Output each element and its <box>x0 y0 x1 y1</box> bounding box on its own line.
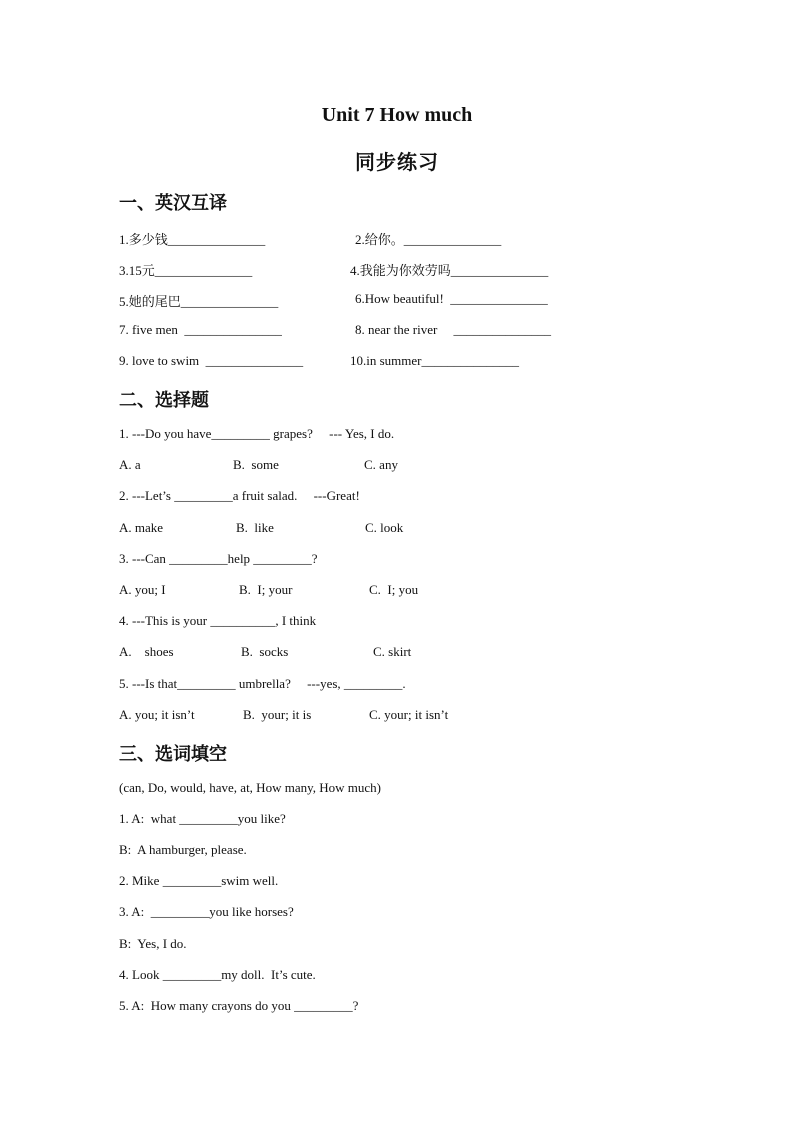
question-text: 1. ---Do you have_________ grapes? --- Yes, I do. <box>119 426 395 441</box>
fill-in-line: B: A hamburger, please. <box>119 842 247 857</box>
question-text: 2. ---Let’s _________a fruit salad. ---Great! <box>119 488 360 503</box>
section-heading-multiple-choice: 二、选择题 <box>119 390 209 411</box>
translation-item: 6.How beautiful! _______________ <box>355 291 548 306</box>
option-a: A. you; it isn’t <box>119 707 195 722</box>
fill-in-line: 4. Look _________my doll. It’s cute. <box>119 967 316 982</box>
question-text: 3. ---Can _________help _________? <box>119 551 318 566</box>
question-text: 5. ---Is that_________ umbrella? ---yes, _________. <box>119 676 406 691</box>
word-bank: (can, Do, would, have, at, How many, How much) <box>119 780 381 795</box>
option-b: B. some <box>233 457 279 472</box>
translation-item: 1.多少钱_______________ <box>119 232 266 247</box>
translation-item: 10.in summer_______________ <box>350 353 519 368</box>
option-c: C. your; it isn’t <box>369 707 449 722</box>
option-a: A. you; I <box>119 582 166 597</box>
page-title: Unit 7 How much <box>321 104 473 126</box>
fill-in-line: 5. A: How many crayons do you _________? <box>119 998 359 1013</box>
translation-item: 8. near the river _______________ <box>355 322 552 337</box>
fill-in-line: 2. Mike _________swim well. <box>119 873 279 888</box>
option-b: B. your; it is <box>243 707 312 722</box>
option-b: B. like <box>236 520 274 535</box>
translation-item: 5.她的尾巴_______________ <box>119 294 279 309</box>
translation-item: 2.给你。_______________ <box>355 232 502 247</box>
option-a: A. make <box>119 520 164 535</box>
option-a: A. a <box>119 457 141 472</box>
section-heading-translation: 一、英汉互译 <box>119 193 227 214</box>
section-heading-fill-in: 三、选词填空 <box>119 744 227 765</box>
option-c: C. any <box>364 457 398 472</box>
option-c: C. look <box>365 520 404 535</box>
option-b: B. I; your <box>239 582 293 597</box>
option-c: C. skirt <box>373 644 412 659</box>
page-subtitle: 同步练习 <box>355 150 439 174</box>
translation-item: 3.15元_______________ <box>119 263 253 278</box>
translation-item: 7. five men _______________ <box>119 322 282 337</box>
translation-item: 4.我能为你效劳吗_______________ <box>350 263 549 278</box>
fill-in-line: 1. A: what _________you like? <box>119 811 286 826</box>
option-a: A. shoes <box>119 644 174 659</box>
question-text: 4. ---This is your __________, I think <box>119 613 317 628</box>
translation-item: 9. love to swim _______________ <box>119 353 304 368</box>
option-b: B. socks <box>241 644 289 659</box>
fill-in-line: 3. A: _________you like horses? <box>119 904 294 919</box>
fill-in-line: B: Yes, I do. <box>119 936 187 951</box>
option-c: C. I; you <box>369 582 419 597</box>
